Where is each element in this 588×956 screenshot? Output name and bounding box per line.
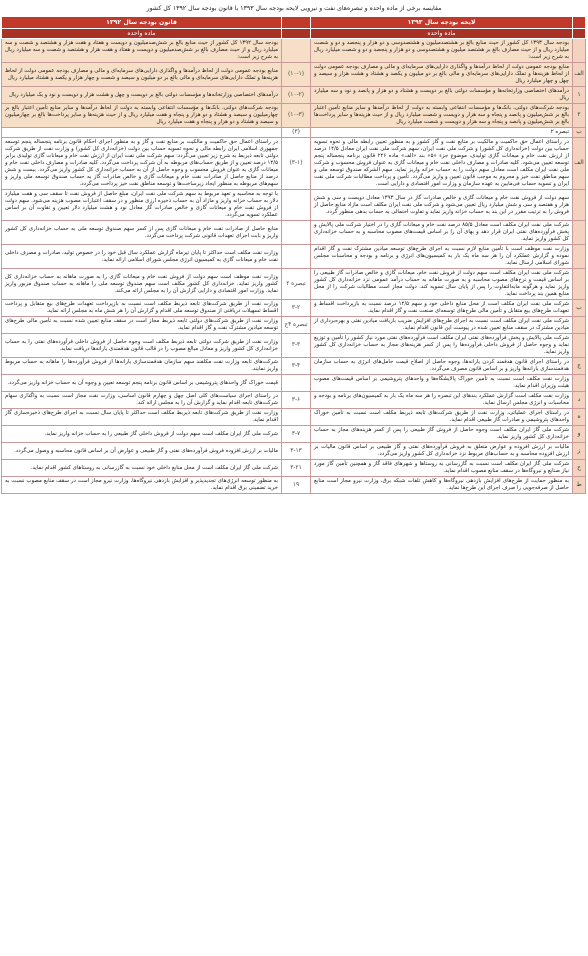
row-label: ج [573, 358, 586, 375]
reference-cell: تبصره ۴ج [282, 317, 311, 334]
new-law-cell: شرکت ملی نفت ایران مکلف است نسبت به اجرای طرح‌های افزایش ضریب بازیافت میادین نفتی و بهره‌برداری از میادین مشترک در سقف منابع تعیین شده در پیوست این قانون اقدام نماید. [311, 317, 573, 334]
table-row [2, 104, 586, 128]
old-law-cell: مالیات بر ارزش افزوده فروش فرآورده‌های نفتی و گاز طبیعی و عوارض آن بر اساس قانون محاسبه و وصول می‌گردد. [2, 443, 282, 460]
row-subheader [573, 29, 586, 39]
old-law-cell [2, 128, 282, 138]
table-row [2, 245, 586, 269]
row-label [573, 39, 586, 63]
table-row [2, 87, 586, 104]
new-law-cell: منابع بودجه عمومی دولت از لحاظ درآمدها و واگذاری دارایی‌های سرمایه‌ای و مالی و مصارف بودجه عمومی دولت از لحاظ هزینه‌ها و تملک دارایی‌های سرمایه‌ای و مالی بالغ بر دو میلیون و یکصد و هشتاد و هشت هزار و سیصد و چهل و چهار میلیارد ریال [311, 63, 573, 87]
row-label: ب [573, 128, 586, 138]
mid-subheader [282, 29, 311, 39]
reference-cell: (۱۰-۳) [282, 104, 311, 128]
new-law-cell: وزارت نفت موظف است با تأمین منابع لازم نسبت به اجرای طرح‌های توسعه میادین مشترک نفت و گاز اقدام نموده و گزارش عملکرد آن را هر سه ماه یک بار به کمیسیون‌های انرژی و برنامه و بودجه و محاسبات مجلس شورای اسلامی ارسال نماید. [311, 245, 573, 269]
old-law-cell: شرکت‌های تابعه وزارت نفت مکلفند سهم سازمان هدفمندسازی یارانه‌ها از فروش فرآورده‌ها را ماهانه به حساب مربوط واریز نمایند. [2, 358, 282, 375]
reference-cell: (۳-۱) [282, 138, 311, 190]
table-row [2, 39, 586, 63]
reference-cell [282, 39, 311, 63]
row-label: الف [573, 138, 586, 190]
reference-cell: تبصره ۲ [282, 269, 311, 300]
table-row [2, 190, 586, 221]
old-law-cell: شرکت ملی گاز ایران مکلف است سهم دولت از فروش داخلی گاز طبیعی را به حساب خزانه واریز نماید. [2, 426, 282, 443]
new-law-cell: سهم دولت از فروش نفت خام و میعانات گازی و خالص صادرات گاز در سال ۱۳۹۳ معادل دویست و سی و شش هزار و هفتصد و سی و شش میلیارد ریال تعیین می‌شود و شرکت ملی نفت ایران مکلف است مازاد منابع حاصل از فروش را به ترتیب مقرر در این بند به حساب خزانه واریز نماید و تفاوت احتمالی به حساب بدهی منظور گردد. [311, 190, 573, 221]
old-law-cell: به منظور توسعه انرژی‌های تجدیدپذیر و افزایش بازدهی نیروگاه‌ها، وزارت نیرو مجاز است در سقف منابع مصوب نسبت به خرید تضمینی برق اقدام نماید. [2, 477, 282, 494]
new-law-cell: درآمدهای اختصاصی وزارتخانه‌ها و مؤسسات دولتی بالغ بر دویست و هشتاد و دو هزار و پانصد و نود و سه میلیارد ریال [311, 87, 573, 104]
row-label: ه [573, 409, 586, 426]
old-law-cell: در راستای اعمال حق حاکمیت و مالکیت بر منابع نفت و گاز و به منظور اجرای احکام قانون برنامه پنجساله پنجم توسعه جمهوری اسلامی ایران رابطه مالی و نحوه تسویه حساب بین دولت (خزانه‌داری کل کشور) و وزارت نفت از طریق شرکت دولتی تابعه ذیربط به شرح زیر تعیین می‌گردد: سهم شرکت ملی نفت ایران از ارزش نفت خام و میعانات گازی تولیدی برابر ۱۴/۵ درصد تعیین و از طریق حساب‌های مربوطه به آن شرکت پرداخت می‌گردد. کلیه صادرات و مصارف داخلی نفت خام و میعانات گازی به عنوان فروش محسوب و وجوه حاصل از آن به حساب خزانه‌داری کل کشور واریز می‌گردد. بیست و شش درصد از منابع حاصل از صادرات نفت خام و میعانات گازی و خالص صادرات گاز به حساب صندوق توسعه ملی واریز و سهم‌های مربوطه به منظور ایجاد زیرساخت‌ها و توسعه مناطق نفت خیز پرداخت می‌گردد. [2, 138, 282, 190]
table-row [2, 221, 586, 245]
new-law-cell: بودجه شرکت‌های دولتی، بانک‌ها و مؤسسات انتفاعی وابسته به دولت از لحاظ درآمدها و سایر منابع تأمین اعتبار بالغ بر شش‌میلیون و پانصد و پنجاه و سه هزار و دویست و شصت میلیارد ریال و از حیث هزینه‌ها و سایر پرداخت‌ها بالغ بر شش‌میلیون و پانصد و پنجاه و سه هزار و دویست و شصت میلیارد ریال [311, 104, 573, 128]
reference-cell [282, 375, 311, 392]
row-label [573, 190, 586, 221]
new-law-cell: در راستای اجرای عملیاتی، وزارت نفت از طریق شرکت‌های تابعه ذیربط مکلف است نسبت به تأمین خوراک واحدهای پتروشیمی و صادرات گاز طبیعی اقدام نماید. [311, 409, 573, 426]
new-law-cell: بودجه سال ۱۳۹۳ کل کشور از حیث منابع بالغ بر هشتصدمیلیون و هشتصدوسی و دو هزار و پنجصد و دو و شصت میلیارد ریال و از حیث مصارف بالغ بر هشتصد میلیون و هشتصدوسی و دو هزار و پنجصد و دو و شصت میلیارد ریال به شرح زیر است: [311, 39, 573, 63]
new-law-cell: شرکت ملی نفت ایران مکلف است سهم دولت از فروش نفت خام، میعانات گازی و خالص صادرات گاز طبیعی را بر اساس قیمت و نرخ‌های مصوب محاسبه و به صورت ماهانه به حساب درآمد عمومی نزد خزانه‌داری کل کشور واریز نماید و هرگونه مابه‌التفاوت را پس از پایان سال تسویه کند. دولت مجاز است مطالبات شرکت را از محل منابع همین بند پرداخت نماید. [311, 269, 573, 300]
subheader-new-law: ماده واحده [311, 29, 573, 39]
table-row [2, 128, 586, 138]
table-row [2, 317, 586, 334]
new-law-cell: شرکت ملی پالایش و پخش فرآورده‌های نفتی ایران مکلف است فرآورده‌های نفتی مورد نیاز کشور را تأمین و توزیع نماید و وجوه حاصل از فروش داخلی فرآورده‌ها را پس از کسر هزینه‌های مجاز به حساب خزانه‌داری کل کشور واریز نماید. [311, 334, 573, 358]
old-law-cell: وزارت نفت از طریق شرکت دولتی تابعه ذیربط مکلف است وجوه حاصل از فروش داخلی فرآورده‌های نفتی را به حساب خزانه‌داری کل کشور واریز و معادل مبالغ مصوب را در قالب قانون هدفمندی یارانه‌ها دریافت نماید. [2, 334, 282, 358]
row-label: ب [573, 300, 586, 317]
row-label: ح [573, 460, 586, 477]
reference-cell: ۳-۶ [282, 392, 311, 409]
reference-cell [282, 221, 311, 245]
reference-cell: ۳-۲۱ [282, 460, 311, 477]
reference-cell: ۳-۳ [282, 334, 311, 358]
reference-cell: (۱۰-۲) [282, 87, 311, 104]
table-row [2, 443, 586, 460]
table-row [2, 300, 586, 317]
row-label: ط [573, 477, 586, 494]
old-law-cell: شرکت ملی گاز ایران مکلف است از محل منابع داخلی خود نسبت به گازرسانی به روستاهای کشور اقدام نماید. [2, 460, 282, 477]
reference-cell: ۱۹ [282, 477, 311, 494]
table-row [2, 375, 586, 392]
new-law-cell: به منظور حمایت از طرح‌های افزایش بازدهی نیروگاه‌ها و کاهش تلفات شبکه برق، وزارت نیرو مجاز است منابع حاصل از صرفه‌جویی را صرف اجرای این طرح‌ها نماید. [311, 477, 573, 494]
old-law-cell: بودجه سال ۱۳۹۲ کل کشور از حیث منابع بالغ بر شش‌صدمیلیون و دویست و هفتاد و هفت هزار و هشتصد و شصت و سه میلیارد ریال و از حیث مصارف بالغ بر شش‌صدمیلیون و دویست و هفتاد و هفت هزار و هشتصد و شصت و سه میلیارد ریال به شرح زیر است: [2, 39, 282, 63]
row-label: ۱ [573, 87, 586, 104]
row-label: ز [573, 443, 586, 460]
new-law-cell: وزارت نفت مکلف است نسبت به تأمین خوراک پالایشگاه‌ها و واحدهای پتروشیمی بر اساس قیمت‌های مصوب هیئت وزیران اقدام نماید. [311, 375, 573, 392]
old-law-cell: قیمت خوراک گاز واحدهای پتروشیمی بر اساس قانون برنامه پنجم توسعه تعیین و وجوه آن به حساب خزانه واریز می‌گردد. [2, 375, 282, 392]
old-law-cell: منابع حاصل از صادرات نفت خام و میعانات گازی پس از کسر سهم صندوق توسعه ملی به حساب خزانه‌داری کل کشور واریز و بابت اجرای تعهدات قانونی شرکت پرداخت می‌گردد. [2, 221, 282, 245]
row-label: ۲ [573, 104, 586, 128]
table-row [2, 392, 586, 409]
table-body [2, 39, 586, 494]
reference-cell: (۳) [282, 128, 311, 138]
table-row [2, 358, 586, 375]
old-law-cell: در راستای اجرای سیاست‌های کلی اصل چهل و چهارم قانون اساسی، وزارت نفت مجاز است نسبت به واگذاری سهام شرکت‌های تابعه اقدام نماید و گزارش آن را به مجلس ارائه کند. [2, 392, 282, 409]
mid-header [282, 17, 311, 29]
row-label [573, 269, 586, 300]
reference-cell: ۳-۷ [282, 426, 311, 443]
old-law-cell: وزارت نفت موظف است سهم دولت از فروش نفت خام و میعانات گازی را به صورت ماهانه به حساب خزانه‌داری کل کشور واریز نماید. خزانه‌داری کل کشور مکلف است سهم صندوق توسعه ملی را ماهانه به حساب صندوق مزبور واریز نماید. وزارت امور اقتصادی و دارایی گزارش آن را به مجلس ارائه می‌کند. [2, 269, 282, 300]
new-law-cell: شرکت ملی نفت ایران مکلف است از محل منابع داخلی خود و سهم ۱۴/۵ درصد نسبت به بازپرداخت اقساط و تعهدات طرح‌های بیع متقابل و تأمین مالی طرح‌های توسعه‌ای صنعت نفت و گاز اقدام نماید. [311, 300, 573, 317]
old-law-cell: وزارت نفت از طریق شرکت‌های تابعه ذیربط مکلف است نسبت به بازپرداخت تعهدات طرح‌های بیع متقابل و پرداخت اقساط تسهیلات دریافتی از صندوق توسعه ملی اقدام و گزارش آن را هر شش ماه به مجلس ارائه نماید. [2, 300, 282, 317]
reference-cell: ۳-۲ [282, 300, 311, 317]
new-law-cell: شرکت ملی نفت ایران مکلف است معادل ۸۵/۵ درصد نفت خام و میعانات گازی را در اختیار شرکت ملی پالایش و پخش فرآورده‌های نفتی ایران قرار دهد و بهای آن را بر اساس قیمت‌های مصوب محاسبه و به حساب خزانه‌داری کل کشور واریز نماید. [311, 221, 573, 245]
reference-cell: (۱۰-۱) [282, 63, 311, 87]
row-label [573, 221, 586, 245]
old-law-cell: وزارت نفت از طریق شرکت‌های تابعه ذیربط مکلف است حداکثر تا پایان سال نسبت به اجرای طرح‌های ذخیره‌سازی گاز اقدام نماید. [2, 409, 282, 426]
old-law-cell: وزارت نفت از طریق شرکت‌های دولتی تابعه ذیربط مجاز است در سقف منابع تعیین شده نسبت به تأمین مالی طرح‌های توسعه میادین مشترک نفت و گاز اقدام نماید. [2, 317, 282, 334]
old-law-cell: با توجه به محاسبه و تعهد مربوط به سهم شرکت ملی نفت ایران، مبلغ حاصل از فروش نفت تا سقف سی و هفت میلیارد دلار به حساب خزانه واریز و مازاد آن به حساب ذخیره ارزی منظور و در سقف اعتبارات مصوب هزینه می‌شود. سهم دولت از فروش نفت خام و میعانات گازی و خالص صادرات گاز معادل نود و هشت میلیارد دلار تعیین و تفاوت آن بر اساس عملکرد تسویه می‌گردد. [2, 190, 282, 221]
row-label [573, 334, 586, 358]
old-law-cell: بودجه شرکت‌های دولتی، بانک‌ها و مؤسسات انتفاعی وابسته به دولت از لحاظ درآمدها و سایر منابع تأمین اعتبار بالغ بر چهارمیلیون و سیصد و هشتاد و دو هزار و پنجاه و هفت میلیارد ریال و از حیث هزینه‌ها و سایر پرداخت‌ها بالغ بر چهارمیلیون و سیصد و هشتاد و دو هزار و پنجاه و هفت میلیارد ریال [2, 104, 282, 128]
reference-cell: ۳-۴ [282, 358, 311, 375]
table-row [2, 138, 586, 190]
reference-cell [282, 245, 311, 269]
table-row [2, 460, 586, 477]
new-law-cell: مالیات بر ارزش افزوده و عوارض متعلق به فروش فرآورده‌های نفتی و گاز طبیعی بر اساس قانون مالیات بر ارزش افزوده محاسبه و به حساب‌های مربوط نزد خزانه‌داری کل کشور واریز می‌گردد. [311, 443, 573, 460]
new-law-cell: در راستای اجرای قانون هدفمند کردن یارانه‌ها، وجوه حاصل از اصلاح قیمت حامل‌های انرژی به حساب سازمان هدفمندسازی یارانه‌ها واریز و بر اساس قانون مصرف می‌گردد. [311, 358, 573, 375]
new-law-cell: تبصره ۲ [311, 128, 573, 138]
reference-cell [282, 409, 311, 426]
old-law-cell: وزارت نفت مکلف است حداکثر تا پایان تیرماه گزارش عملکرد سال قبل خود را در خصوص تولید، صادرات و مصرف داخلی نفت خام و میعانات گازی به کمیسیون انرژی مجلس شورای اسلامی ارائه نماید. [2, 245, 282, 269]
table-row [2, 334, 586, 358]
row-label: د [573, 392, 586, 409]
row-label: و [573, 426, 586, 443]
new-law-cell: شرکت ملی گاز ایران مکلف است نسبت به گازرسانی به روستاها و شهرهای فاقد گاز و همچنین تأمین گاز مورد نیاز صنایع و نیروگاه‌ها در سقف منابع مصوب اقدام نماید. [311, 460, 573, 477]
subheader-old-law: ماده واحده [2, 29, 282, 39]
old-law-cell: درآمدهای اختصاصی وزارتخانه‌ها و مؤسسات دولتی بالغ بر دویست و چهل و هشت هزار و دویست و نود و یک میلیارد ریال [2, 87, 282, 104]
row-label: الف [573, 63, 586, 87]
reference-cell: ۳-۱۳ [282, 443, 311, 460]
comparison-table [1, 16, 586, 494]
row-label [573, 375, 586, 392]
reference-cell [282, 190, 311, 221]
row-label [573, 317, 586, 334]
page-title: مقایسه برخی از ماده واحده و تبصره‌های نفت و نیرویی لایحه بودجه سال ۱۳۹۳ با قانون بودجه سال ۱۳۹۲ کل کشور [146, 5, 442, 12]
header-new-law: لایحه بودجه سال ۱۳۹۳ [311, 17, 573, 29]
table-row [2, 426, 586, 443]
header-old-law: قانون بودجه سال ۱۳۹۲ [2, 17, 282, 29]
table-row [2, 477, 586, 494]
table-row [2, 409, 586, 426]
new-law-cell: در راستای اعمال حق حاکمیت و مالکیت بر منابع نفت و گاز کشور و به منظور تعیین رابطه مالی و نحوه تسویه حساب بین دولت (خزانه‌داری کل کشور) و شرکت ملی نفت ایران، سهم شرکت ملی نفت ایران معادل ۱۴/۵ درصد از ارزش نفت خام و میعانات گازی تولیدی، موضوع جزء «۵» بند «الف» ماده ۲۲۶ قانون برنامه پنجساله پنجم توسعه تعیین می‌شود. کلیه صادرات و مصارف داخلی نفت خام و میعانات گازی به عنوان فروش محسوب و شرکت ملی نفت ایران مکلف است معادل سهم دولت را به حساب خزانه واریز نماید. سهم الشرکه صندوق توسعه ملی و سهم مناطق نفت خیز و محروم به موجب قانون تعیین و واریز می‌گردد. تأمین و پرداخت مطالبات شرکت ملی نفت ایران و تسویه حساب فی‌مابین به عهده سازمان و وزارت امور اقتصادی و دارایی است. [311, 138, 573, 190]
row-header [573, 17, 586, 29]
old-law-cell: منابع بودجه عمومی دولت از لحاظ درآمدها و واگذاری دارایی‌های سرمایه‌ای و مالی و مصارف بودجه عمومی دولت از لحاظ هزینه‌ها و تملک دارایی‌های سرمایه‌ای و مالی بالغ بر دو میلیون و سیصد و شصت و چهار هزار و یکصد و هشتاد میلیارد ریال [2, 63, 282, 87]
table-row [2, 269, 586, 300]
new-law-cell: وزارت نفت مکلف است گزارش عملکرد بند‌های این تبصره را هر سه ماه یک بار به کمیسیون‌های برنامه و بودجه و محاسبات و انرژی مجلس ارسال نماید. [311, 392, 573, 409]
table-row [2, 63, 586, 87]
row-label [573, 245, 586, 269]
new-law-cell: شرکت ملی گاز ایران مکلف است وجوه حاصل از فروش گاز طبیعی را پس از کسر هزینه‌های مجاز به حساب خزانه‌داری کل کشور واریز نماید. [311, 426, 573, 443]
